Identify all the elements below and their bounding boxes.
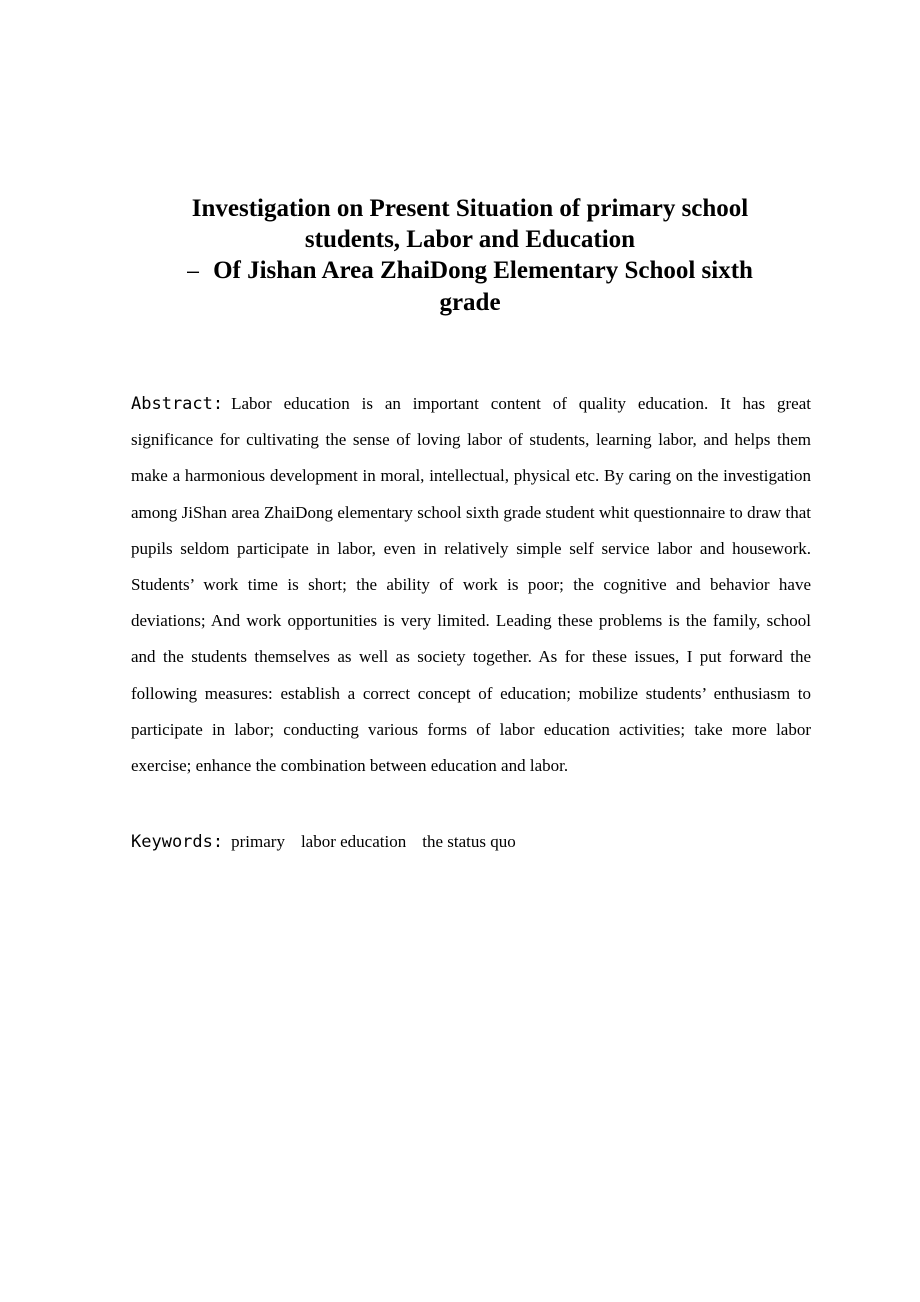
title-line-3: Of Jishan Area ZhaiDong Elementary School sixth (213, 257, 753, 284)
keyword-item: the status quo (422, 832, 516, 851)
keywords-label: Keywords: (131, 832, 224, 852)
title-line-2: students, Labor and Education (304, 226, 636, 253)
paper-title (140, 193, 800, 318)
abstract-label: Abstract: (131, 394, 224, 414)
title-line-4: grade (439, 289, 501, 316)
keywords-line (131, 827, 811, 857)
keyword-item: labor education (300, 832, 407, 851)
keyword-item: primary (231, 832, 285, 851)
subtitle-line (140, 255, 800, 287)
subtitle-dash: – (187, 259, 200, 283)
abstract-text: Labor education is an important content of quality education. It has great significance for cultivating the sense of loving labor of students, learning labor, and helps them make a harmonious development in moral, intellectual, physical etc. By caring on the investigation among JiShan area ZhaiDong elementary school sixth grade student whit questionnaire to draw that pupils seldom participate in labor, even in relatively simple self service labor and housework. Students’ work time is short; the ability of work is poor; the cognitive and behavior have deviations; And work opportunities is very limited. Leading these problems is the family, school and the students themselves as well as society together. As for these issues, I put forward the following measures: establish a correct concept of education; mobilize students’ enthusiasm to participate in labor; conducting various forms of labor education activities; take more labor exercise; enhance the combination between education and labor. (131, 394, 811, 776)
title-line-1: Investigation on Present Situation of primary school (191, 195, 749, 222)
abstract-paragraph (131, 386, 811, 784)
